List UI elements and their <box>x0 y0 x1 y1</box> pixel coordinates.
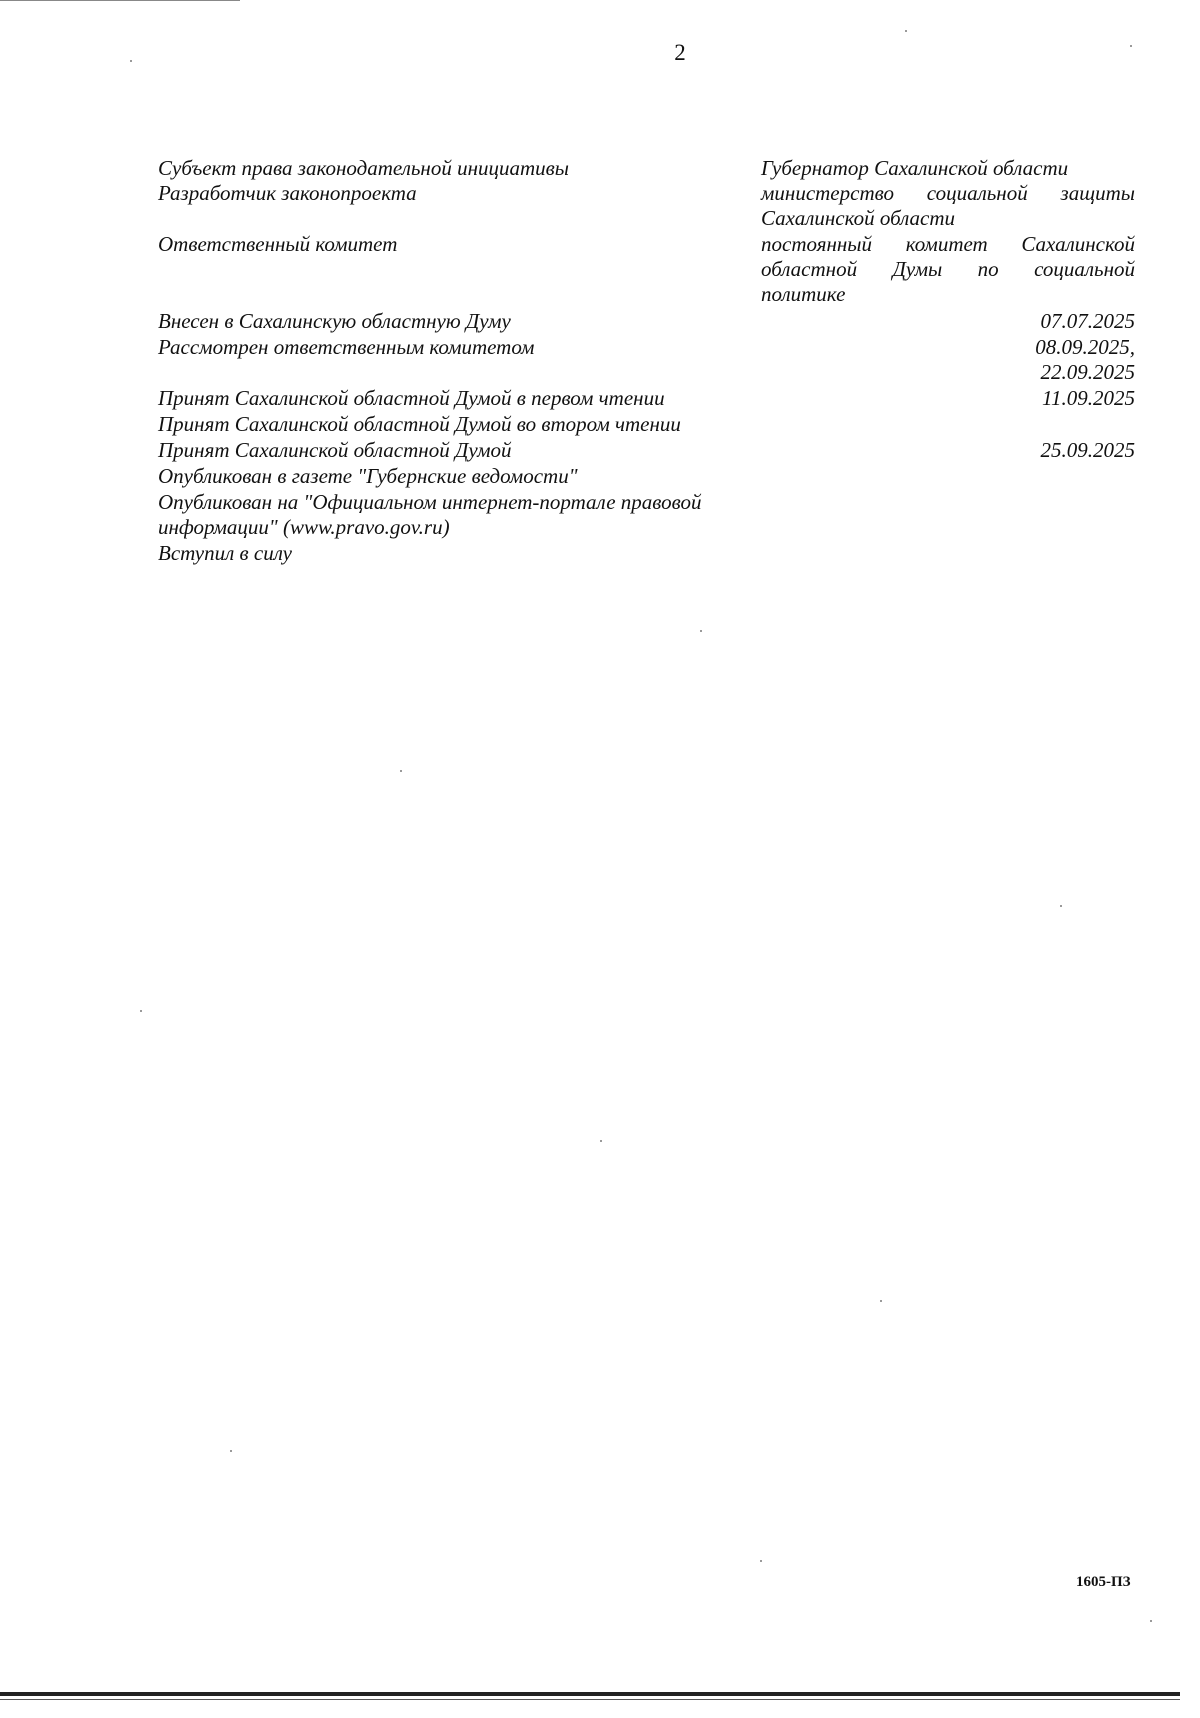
scan-bottom-edge-thin <box>0 1699 1180 1700</box>
scan-speck <box>140 1010 142 1012</box>
scan-speck <box>905 30 907 32</box>
label-committee: Ответственный комитет <box>158 232 398 256</box>
label-first-reading: Принят Сахалинской областной Думой в первом чтении <box>158 386 665 410</box>
scan-speck <box>1130 45 1132 47</box>
scan-speck <box>230 1450 232 1452</box>
value-committee-line3: политике <box>761 282 846 306</box>
value-committee-line2: областной Думы по социальной <box>761 257 1135 281</box>
label-developer: Разработчик законопроекта <box>158 181 417 205</box>
scan-speck <box>1060 905 1062 907</box>
label-published-portal-line2: информации" (www.pravo.gov.ru) <box>158 515 450 539</box>
label-subject: Субъект права законодательной инициативы <box>158 156 570 180</box>
label-second-reading: Принят Сахалинской областной Думой во втором чтении <box>158 412 681 436</box>
value-developer-line2: Сахалинской области <box>761 206 956 230</box>
value-subject: Губернатор Сахалинской области <box>761 156 1069 180</box>
value-adopted-date: 25.09.2025 <box>1040 438 1135 462</box>
scan-speck <box>600 1140 602 1142</box>
scan-speck <box>880 1300 882 1302</box>
scan-top-edge <box>0 0 240 1</box>
scan-speck <box>1150 1620 1152 1622</box>
value-reviewed-date-1: 08.09.2025, <box>1035 335 1135 359</box>
label-published-portal-line1: Опубликован на "Официальном интернет-портале правовой <box>158 490 702 514</box>
scan-speck <box>130 60 132 62</box>
scan-speck <box>760 1560 762 1562</box>
value-developer-line1: министерство социальной защиты <box>761 181 1135 205</box>
label-in-force: Вступил в силу <box>158 541 292 565</box>
scan-speck <box>400 770 402 772</box>
document-code: 1605-ПЗ <box>1076 1574 1131 1590</box>
value-reviewed-date-2: 22.09.2025 <box>1040 360 1135 384</box>
value-submitted-date: 07.07.2025 <box>1040 309 1135 333</box>
label-submitted: Внесен в Сахалинскую областную Думу <box>158 309 511 333</box>
value-first-reading-date: 11.09.2025 <box>1042 386 1135 410</box>
value-committee-line1: постоянный комитет Сахалинской <box>761 232 1135 256</box>
scan-bottom-edge <box>0 1692 1180 1696</box>
page-number: 2 <box>674 40 686 65</box>
scan-speck <box>700 630 702 632</box>
label-adopted: Принят Сахалинской областной Думой <box>158 438 512 462</box>
label-published-newspaper: Опубликован в газете "Губернские ведомости" <box>158 464 578 488</box>
label-reviewed: Рассмотрен ответственным комитетом <box>158 335 535 359</box>
